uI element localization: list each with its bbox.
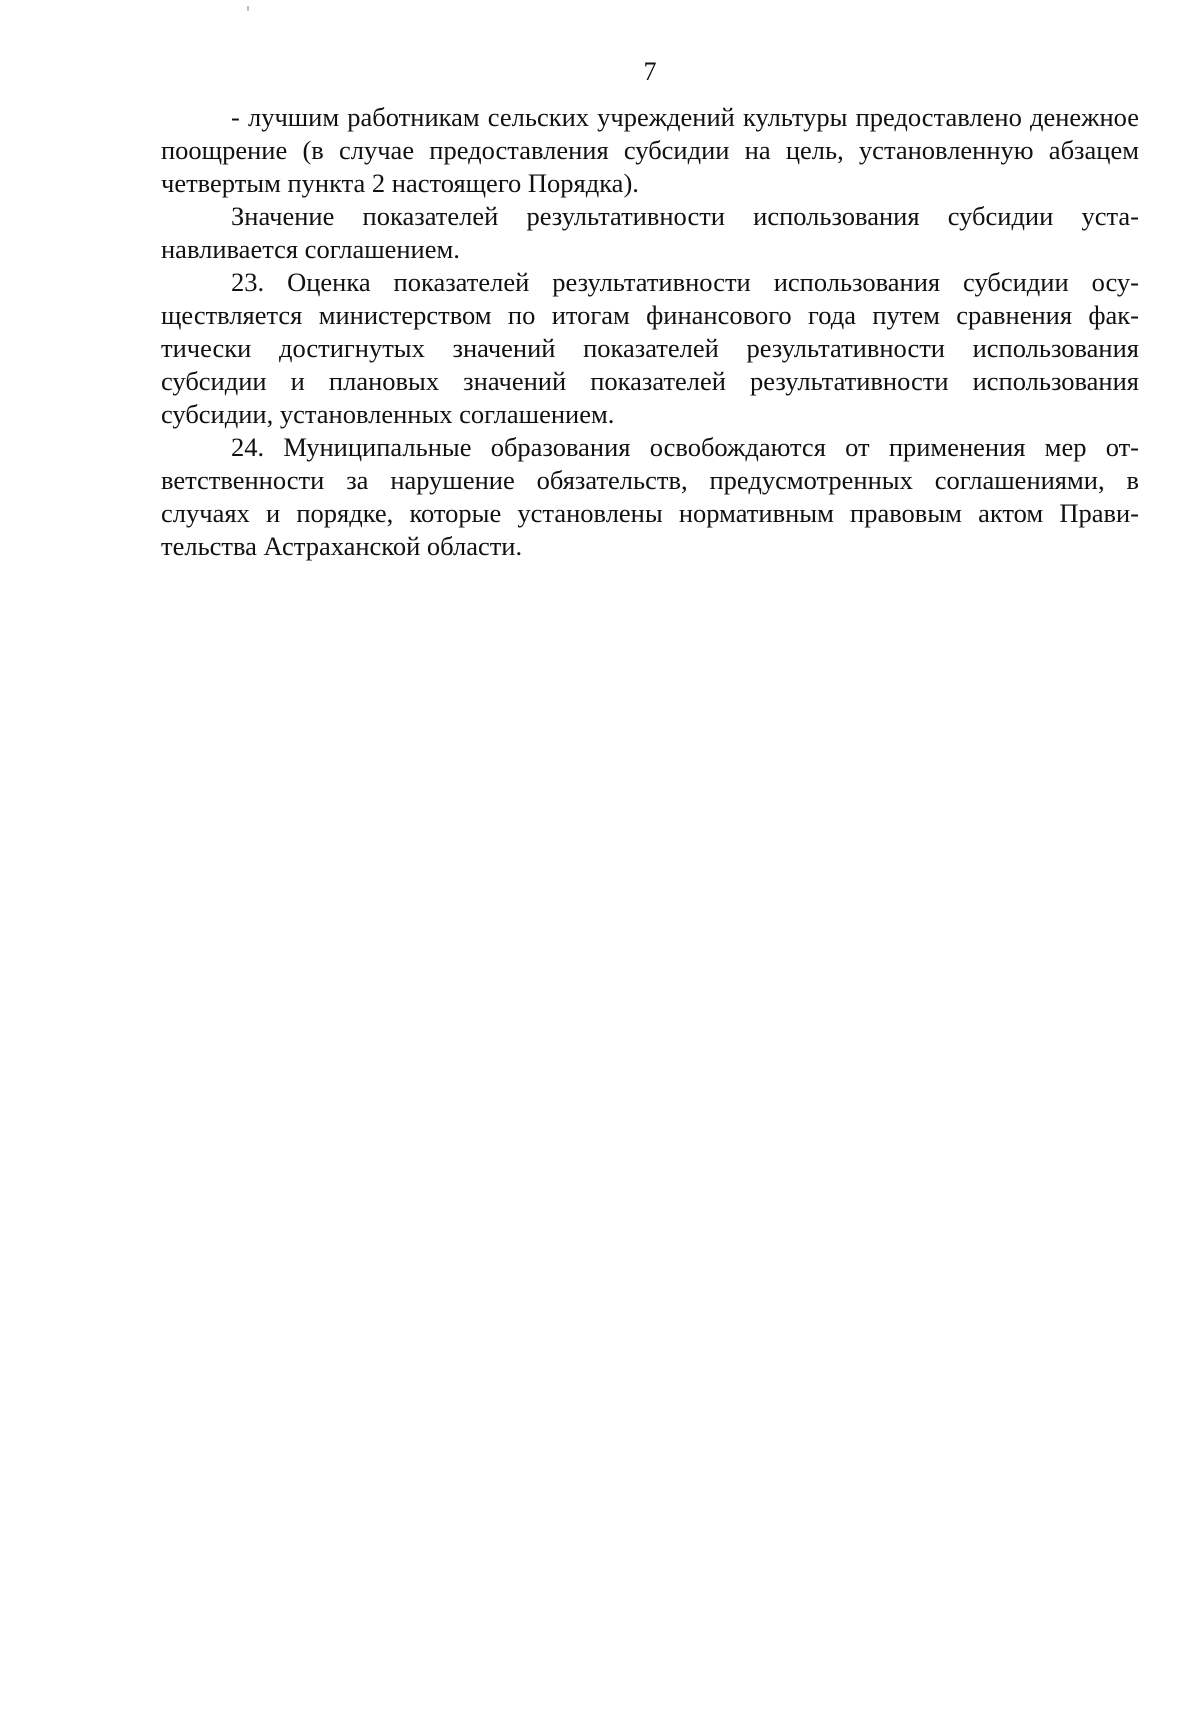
paragraph-item-23: 23. Оценка показателей результативности использования субсидии осуществляется министерством по итогам финансового года путем сравнения фактически достигнутых значений показателей результативности использования субсидии и плановых значений показателей результативности использования субсидии, установленных соглашением. [161, 267, 1139, 429]
paragraph-bonus-workers: - лучшим работникам сельских учреждений культуры предоставлено денежное поощрение (в случае предоставления субсидии на цель, установленную абзацем четвертым пункта 2 настоящего Порядка). [161, 102, 1139, 198]
document-body [161, 101, 1139, 563]
paragraph-indicator-values: Значение показателей результативности использования субсидии устанавливается соглашением. [161, 201, 1139, 264]
page-number: 7 [643, 57, 657, 86]
paragraph-item-24: 24. Муниципальные образования освобождаются от применения мер ответственности за нарушение обязательств, предусмотренных соглашениями, в случаях и порядке, которые установлены нормативным правовым актом Правительства Астраханской области. [161, 432, 1139, 561]
scan-speck [247, 6, 249, 11]
